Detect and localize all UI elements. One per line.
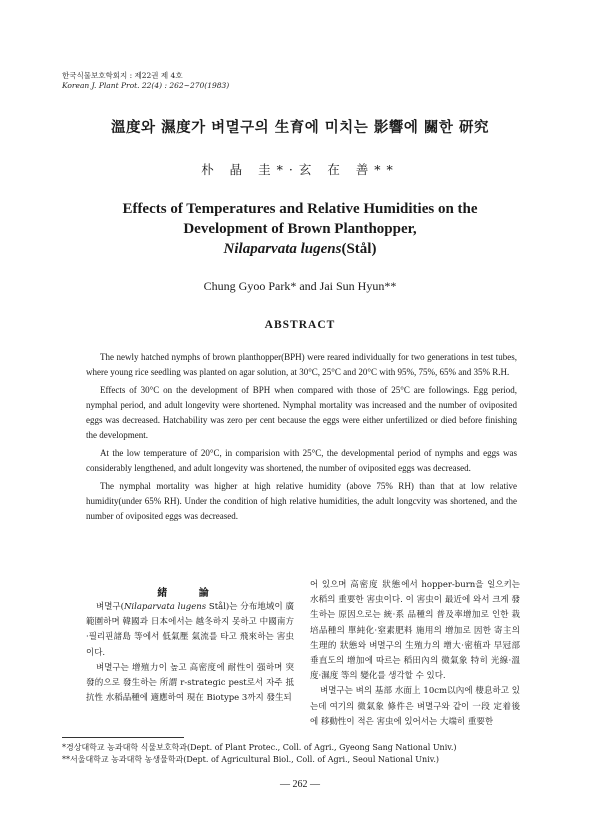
journal-english: Korean J. Plant Prot. 22(4) : 262~270(1983)	[62, 81, 230, 90]
abstract-body	[86, 350, 517, 527]
journal-korean: 한국식물보호학회지 : 제22권 제 4호	[62, 71, 183, 80]
english-title-line3	[0, 239, 600, 259]
journal-header	[62, 71, 229, 91]
abstract-paragraph: At the low temperature of 20°C, in comparision with 25°C, the developmental period of nymphs and eggs was considerably lengthened, and adult longevity was shortened, the number of oviposited eggs was decreased.	[86, 448, 517, 473]
abstract-paragraph: The nymphal mortality was higher at high relative humidity (above 75% RH) than that at low relative humidity(under 65% RH). Under the condition of high relative humidities, the adult longcvity was shortened, and the number of oviposited eggs was decreased.	[86, 481, 517, 521]
intro-paragraph-1	[86, 600, 294, 661]
intro-paragraph-2: 벼멸구는 增殖力이 높고 高密度에 耐性이 强하며 突發的으로 發生하는 所謂 r-strategic pest로서 자주 抵抗性 水稻品種에 適應하여 現在 Biotype 3까지 發生되	[86, 662, 294, 704]
intro-paragraph-3: 어 있으며 高密度 狀態에서 hopper-burn을 일으키는 水稻의 重要한 害虫이다. 이 害虫이 最近에 와서 크게 發生하는 原因으로는 統·系 品種의 普及率增加로 인한 栽培品種의 單純化·窒素肥料 施用의 增加로 因한 寄主의 生理的 狀態와 벼멸구의 生殖力의 增大·密植과 早冠部 垂直도의 增加에 따르는 稻田內의 微氣象 特히 光線·溫度·濕度 等의 變化를 생각할 수 있다.	[310, 580, 520, 682]
english-authors: Chung Gyoo Park* and Jai Sun Hyun**	[203, 279, 397, 293]
abstract-heading: ABSTRACT	[264, 319, 336, 331]
intro-paragraph-4: 벼멸구는 벼의 基部 水面上 10cm以內에 棲息하고 있는데 여기의 微氣象 條件은 벼멸구와 같이 一段 定着後에 移動性이 적은 害虫에 있어서는 大端히 重要한	[310, 686, 520, 727]
footnotes	[62, 742, 457, 766]
abstract-paragraph: Effects of 30°C on the development of BPH when compared with those of 25°C are followings. Egg period, nymphal period, and adult longevity were shortened. Nymphal mortality was increased and the number of oviposited eggs was decreased. Hatchability was zero per cent because the eggs were either unfertilized or died before finishing the development.	[86, 385, 517, 440]
korean-title: 溫度와 濕度가 벼멸구의 生育에 미치는 影響에 關한 研究	[111, 119, 489, 136]
korean-authors: 朴 晶 圭*·玄 在 善**	[201, 162, 399, 177]
footnote-2: **서울대학교 농과대학 농생물학과(Dept. of Agricultural Biol., Coll. of Agri., Seoul National Univ.)	[62, 755, 439, 764]
right-column	[310, 578, 520, 730]
intro-species: Nilaparvata lugens	[123, 602, 207, 612]
page-number: — 262 —	[280, 779, 320, 790]
left-column	[86, 600, 294, 706]
abstract-paragraph: The newly hatched nymphs of brown planthopper(BPH) were reared individually for two generations in test tubes, where young rice seedling was planted on agar solution, at 30°C, 25°C and 20°C with 95%, 75%, 65% and 35% R.H.	[86, 352, 517, 377]
footnote-1: *경상대학교 농과대학 식물보호학과(Dept. of Plant Protec., Coll. of Agri., Gyeong Sang National Univ.)	[62, 743, 457, 752]
footnote-rule	[62, 737, 184, 738]
introduction-heading: 緒 論	[157, 588, 223, 599]
english-title-line1: Effects of Temperatures and Relative Humidities on the	[122, 201, 478, 217]
intro-text: Stål)는 分布地域이 廣範圍하며 韓國과 日本에서는 越冬하지 못하고 中國南方·필리핀諸島 等에서 低氣壓 氣流를 타고 飛來하는 害虫이다.	[86, 602, 294, 658]
english-title	[0, 199, 600, 259]
species-authority: (Stål)	[341, 241, 377, 257]
english-title-line2: Development of Brown Planthopper,	[183, 221, 417, 237]
intro-text: 벼멸구(	[96, 602, 124, 612]
species-name: Nilaparvata lugens	[223, 241, 342, 257]
